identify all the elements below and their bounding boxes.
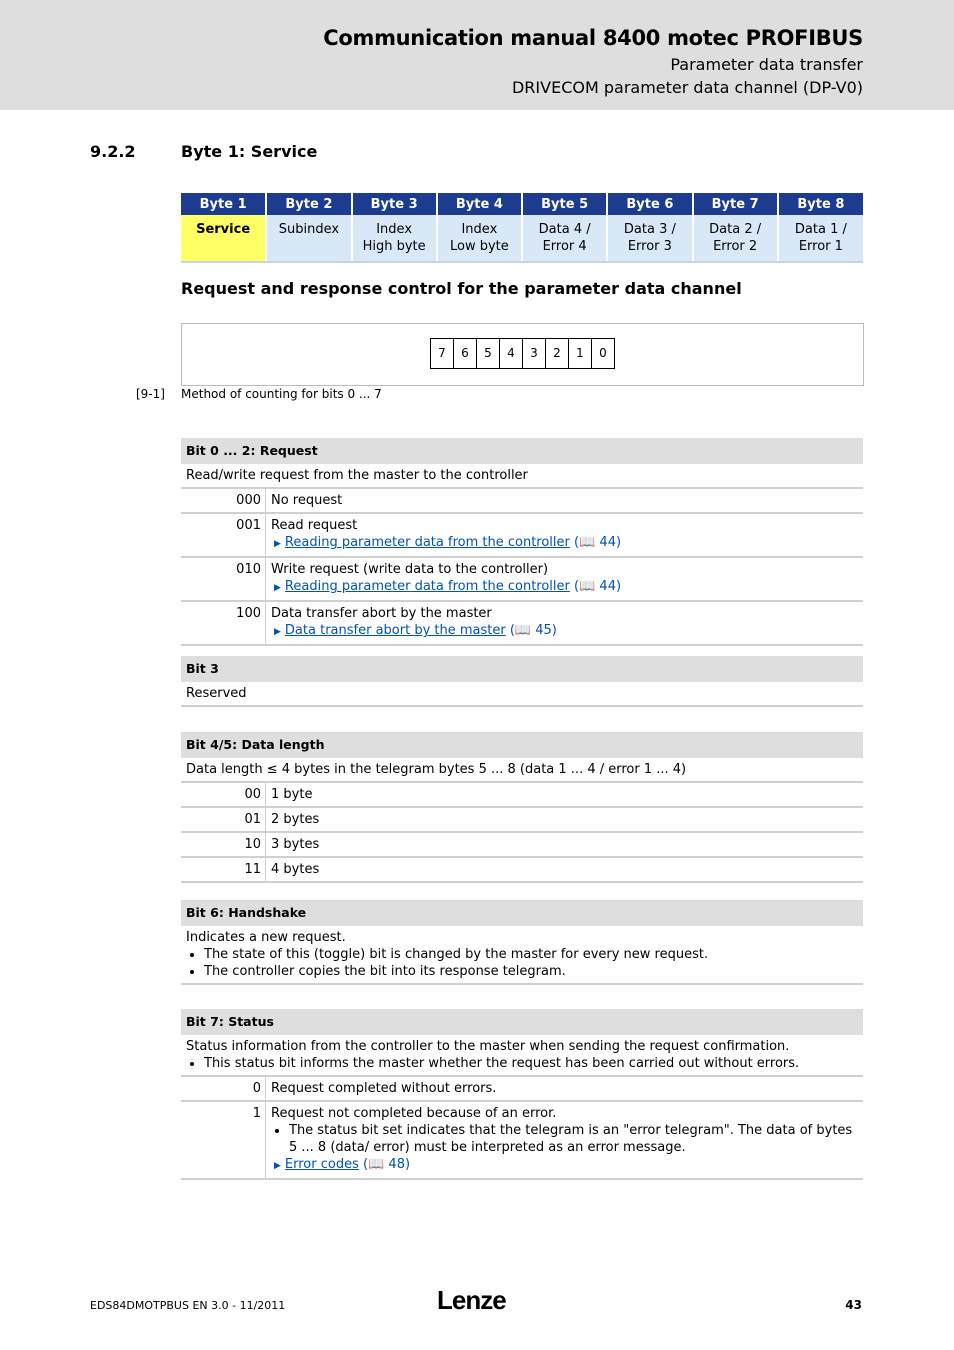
figure-caption: Method of counting for bits 0 ... 7 (181, 387, 382, 401)
byte-cell: Data 4 / Error 4 (522, 215, 607, 262)
row-code: 10 (181, 833, 266, 856)
bit7-desc: Status information from the controller to the master when sending the request confirmation. • This status bit informs the master whether the request has been carried out without errors. (181, 1035, 863, 1077)
row-code: 0 (181, 1077, 266, 1100)
table-row (181, 1077, 863, 1102)
byte-header: Byte 8 (778, 193, 863, 215)
book-icon: 📖 (579, 535, 596, 550)
table-row (181, 1102, 863, 1180)
link-error-codes[interactable]: Error codes (284, 1157, 359, 1172)
bit45-desc: Data length ≤ 4 bytes in the telegram bytes 5 ... 8 (data 1 ... 4 / error 1 ... 4) (181, 758, 863, 783)
figure-number: [9-1] (136, 387, 165, 401)
bit-box: 1 (568, 338, 592, 369)
byte-header: Byte 2 (266, 193, 351, 215)
arrow-right-icon: ▶ (274, 583, 281, 593)
bit-box: 4 (499, 338, 523, 369)
byte-cell-service: Service (181, 215, 266, 262)
footer-doc-id: EDS84DMOTPBUS EN 3.0 - 11/2011 (90, 1299, 286, 1312)
row-code: 010 (181, 558, 266, 600)
chapter-title: Parameter data transfer (670, 55, 863, 74)
row-code: 11 (181, 858, 266, 881)
bit7-heading: Bit 7: Status (181, 1009, 863, 1035)
page-ref[interactable]: (📖 45) (509, 623, 557, 638)
bit-box: 7 (430, 338, 454, 369)
table-row (181, 558, 863, 602)
byte-cell: Data 3 / Error 3 (607, 215, 692, 262)
page-ref[interactable]: (📖 44) (574, 535, 622, 550)
row-code: 1 (181, 1102, 266, 1178)
byte-cell: Data 1 / Error 1 (778, 215, 863, 262)
table-row (181, 514, 863, 558)
page-header (0, 0, 954, 110)
row-code: 000 (181, 489, 266, 512)
table-row (181, 833, 863, 858)
row-text: Read request ▶ Reading parameter data from the controller (📖 44) (271, 518, 622, 550)
bit3-desc: Reserved (181, 682, 863, 707)
byte-header: Byte 3 (352, 193, 437, 215)
bit6-block (181, 900, 863, 985)
table-row (181, 808, 863, 833)
bit-box: 6 (453, 338, 477, 369)
arrow-right-icon: ▶ (274, 539, 281, 549)
bit3-block (181, 656, 863, 707)
section-title: Byte 1: Service (181, 142, 318, 161)
bit45-heading: Bit 4/5: Data length (181, 732, 863, 758)
link-reading-parameter-data[interactable]: Reading parameter data from the controller (284, 579, 570, 594)
row-code: 01 (181, 808, 266, 831)
bit-box: 3 (522, 338, 546, 369)
table-row (181, 858, 863, 883)
row-code: 100 (181, 602, 266, 644)
byte-header: Byte 4 (437, 193, 522, 215)
bullet-list (186, 1055, 858, 1072)
book-icon: 📖 (368, 1157, 385, 1172)
bit02-block (181, 438, 863, 646)
arrow-right-icon: ▶ (274, 627, 281, 637)
table-row (181, 489, 863, 514)
arrow-right-icon: ▶ (274, 1161, 281, 1171)
list-item: • The status bit set indicates that the telegram is an "error telegram". The data of bytes 5 ... 8 (data/ error) must be interpreted as an error message. (289, 1122, 858, 1156)
section-number: 9.2.2 (90, 142, 136, 161)
byte-header: Byte 1 (181, 193, 266, 215)
table-row (181, 602, 863, 646)
book-icon: 📖 (514, 623, 532, 638)
row-text: Data transfer abort by the master ▶ Data transfer abort by the master (📖 45) (271, 606, 557, 638)
bit-figure (181, 323, 864, 386)
row-text: 2 bytes (271, 812, 320, 827)
row-text: 4 bytes (271, 862, 320, 877)
row-text: Request not completed because of an error. • The status bit set indicates that the telegram is an "error telegram". The data of bytes 5 ... 8 (data/ error) must be interpreted as an error message. ▶ Error codes (📖 48) (266, 1102, 863, 1178)
page-ref[interactable]: (📖 48) (363, 1157, 411, 1172)
list-item: • This status bit informs the master whether the request has been carried out without errors. (204, 1055, 858, 1072)
bit-box: 5 (476, 338, 500, 369)
byte-cell: Index High byte (352, 215, 437, 262)
row-code: 00 (181, 783, 266, 806)
bit3-heading: Bit 3 (181, 656, 863, 682)
bit02-desc: Read/write request from the master to the controller (181, 464, 863, 489)
page-number: 43 (845, 1298, 862, 1312)
byte-table (181, 193, 863, 263)
bit7-block (181, 1009, 863, 1180)
row-text: Write request (write data to the controller) ▶ Reading parameter data from the controller (📖 44) (271, 562, 622, 594)
row-code: 001 (181, 514, 266, 556)
byte-cell: Index Low byte (437, 215, 522, 262)
row-text: Request completed without errors. (271, 1081, 497, 1096)
link-reading-parameter-data[interactable]: Reading parameter data from the controller (284, 535, 570, 550)
byte-header: Byte 5 (522, 193, 607, 215)
byte-header: Byte 6 (607, 193, 692, 215)
book-icon: 📖 (579, 579, 596, 594)
row-text: No request (271, 493, 343, 508)
byte-cell: Subindex (266, 215, 351, 262)
bullet-list (186, 946, 858, 980)
row-text: 3 bytes (271, 837, 320, 852)
section-path: DRIVECOM parameter data channel (DP-V0) (511, 78, 863, 97)
page-ref[interactable]: (📖 44) (574, 579, 622, 594)
bit02-heading: Bit 0 ... 2: Request (181, 438, 863, 464)
bit6-desc: Indicates a new request. • The state of this (toggle) bit is changed by the master for every new request. • The controller copies the bit into its response telegram. (181, 926, 863, 985)
list-item: • The state of this (toggle) bit is changed by the master for every new request. (204, 946, 858, 963)
lenze-logo: Lenze (437, 1285, 506, 1315)
bit6-heading: Bit 6: Handshake (181, 900, 863, 926)
list-item: • The controller copies the bit into its response telegram. (204, 963, 858, 980)
manual-title: Communication manual 8400 motec PROFIBUS (323, 26, 863, 50)
bit-boxes (431, 338, 615, 369)
byte-cell: Data 2 / Error 2 (693, 215, 778, 262)
subheading: Request and response control for the parameter data channel (181, 279, 742, 298)
bit45-block (181, 732, 863, 883)
row-text: 1 byte (271, 787, 313, 802)
bit-box: 2 (545, 338, 569, 369)
byte-header: Byte 7 (693, 193, 778, 215)
table-row (181, 783, 863, 808)
bullet-list (271, 1122, 858, 1156)
bit-box: 0 (591, 338, 615, 369)
link-data-transfer-abort[interactable]: Data transfer abort by the master (284, 623, 506, 638)
